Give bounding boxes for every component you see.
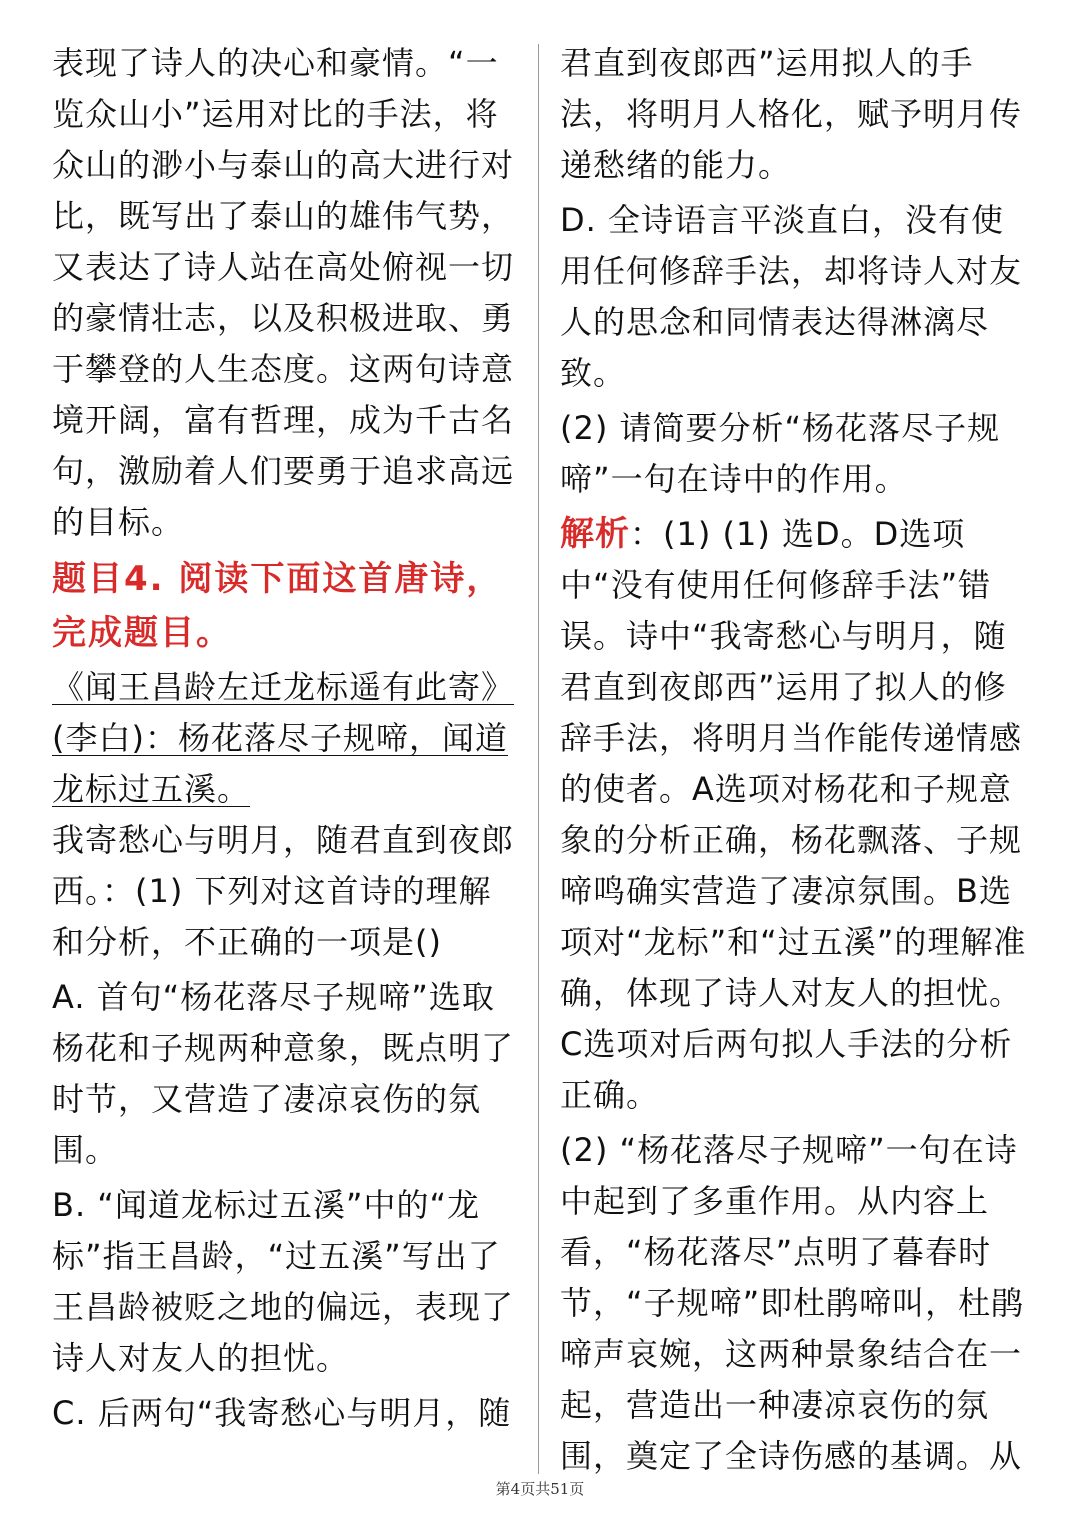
option-a: A. 首句“杨花落尽子规啼”选取杨花和子规两种意象，既点明了时节，又营造了凄凉哀伤的氛围。 xyxy=(52,978,515,1169)
column-divider xyxy=(538,44,539,1474)
intro-paragraph: 表现了诗人的决心和豪情。“一览众山小”运用对比的手法，将众山的渺小与泰山的高大进行对比，既写出了泰山的雄伟气势，又表达了诗人站在高处俯视一切的豪情壮志，以及积极进取、勇于攀登的人生态度。这两句诗意境开阔，富有哲理，成为千古名句，激励着人们要勇于追求高远的目标。 xyxy=(52,44,515,541)
analysis-text: ：(1) (1) 选D。D选项中“没有使用任何修辞手法”错误。诗中“我寄愁心与明月，随君直到夜郎西”运用了拟人的修辞手法，将明月当作能传递情感的使者。A选项对杨花和子规意象的分析正确，杨花飘落、子规啼鸣确实营造了凄凉氛围。B选项对“龙标”和“过五溪”的理解准确，体现了诗人对友人的担忧。C选项对后两句拟人手法的分析正确。 xyxy=(560,515,1027,1114)
option-c-start: C. 后两句“我寄愁心与明月，随 xyxy=(52,1394,512,1432)
option-b: B. “闻道龙标过五溪”中的“龙标”指王昌龄，“过五溪”写出了王昌龄被贬之地的偏远，表现了诗人对友人的担忧。 xyxy=(52,1186,515,1377)
option-c-end: 君直到夜郎西”运用拟人的手法，将明月人格化，赋予明月传递愁绪的能力。 xyxy=(560,44,1023,184)
option-d: D. 全诗语言平淡直白，没有使用任何修辞手法，却将诗人对友人的思念和同情表达得淋漓尽致。 xyxy=(560,201,1023,392)
poem-continuation: 我寄愁心与明月，随君直到夜郎西。：(1) 下列对这首诗的理解和分析，不正确的一项是() xyxy=(52,821,515,961)
answer-2: (2) “杨花落尽子规啼”一句在诗中起到了多重作用。从内容上看，“杨花落尽”点明了暮春时节，“子规啼”即杜鹃啼叫，杜鹃啼声哀婉，这两种景象结合在一起，营造出一种凄凉哀伤的氛围，奠定了全诗伤感的基调。从 xyxy=(560,1131,1025,1475)
question-2: (2) 请简要分析“杨花落尽子规啼”一句在诗中的作用。 xyxy=(560,409,1001,498)
question-heading: 题目4. 阅读下面这首唐诗，完成题目。 xyxy=(52,559,503,653)
page-footer: 第4页共51页 xyxy=(495,1480,585,1498)
right-column xyxy=(560,38,1030,1482)
analysis-label: 解析 xyxy=(560,514,630,554)
poem-title: 《闻王昌龄左迁龙标遥有此寄》(李白)：杨花落尽子规啼，闻道龙标过五溪。 xyxy=(52,668,515,808)
left-column xyxy=(52,38,522,1439)
analysis-paragraph xyxy=(560,509,1030,1121)
